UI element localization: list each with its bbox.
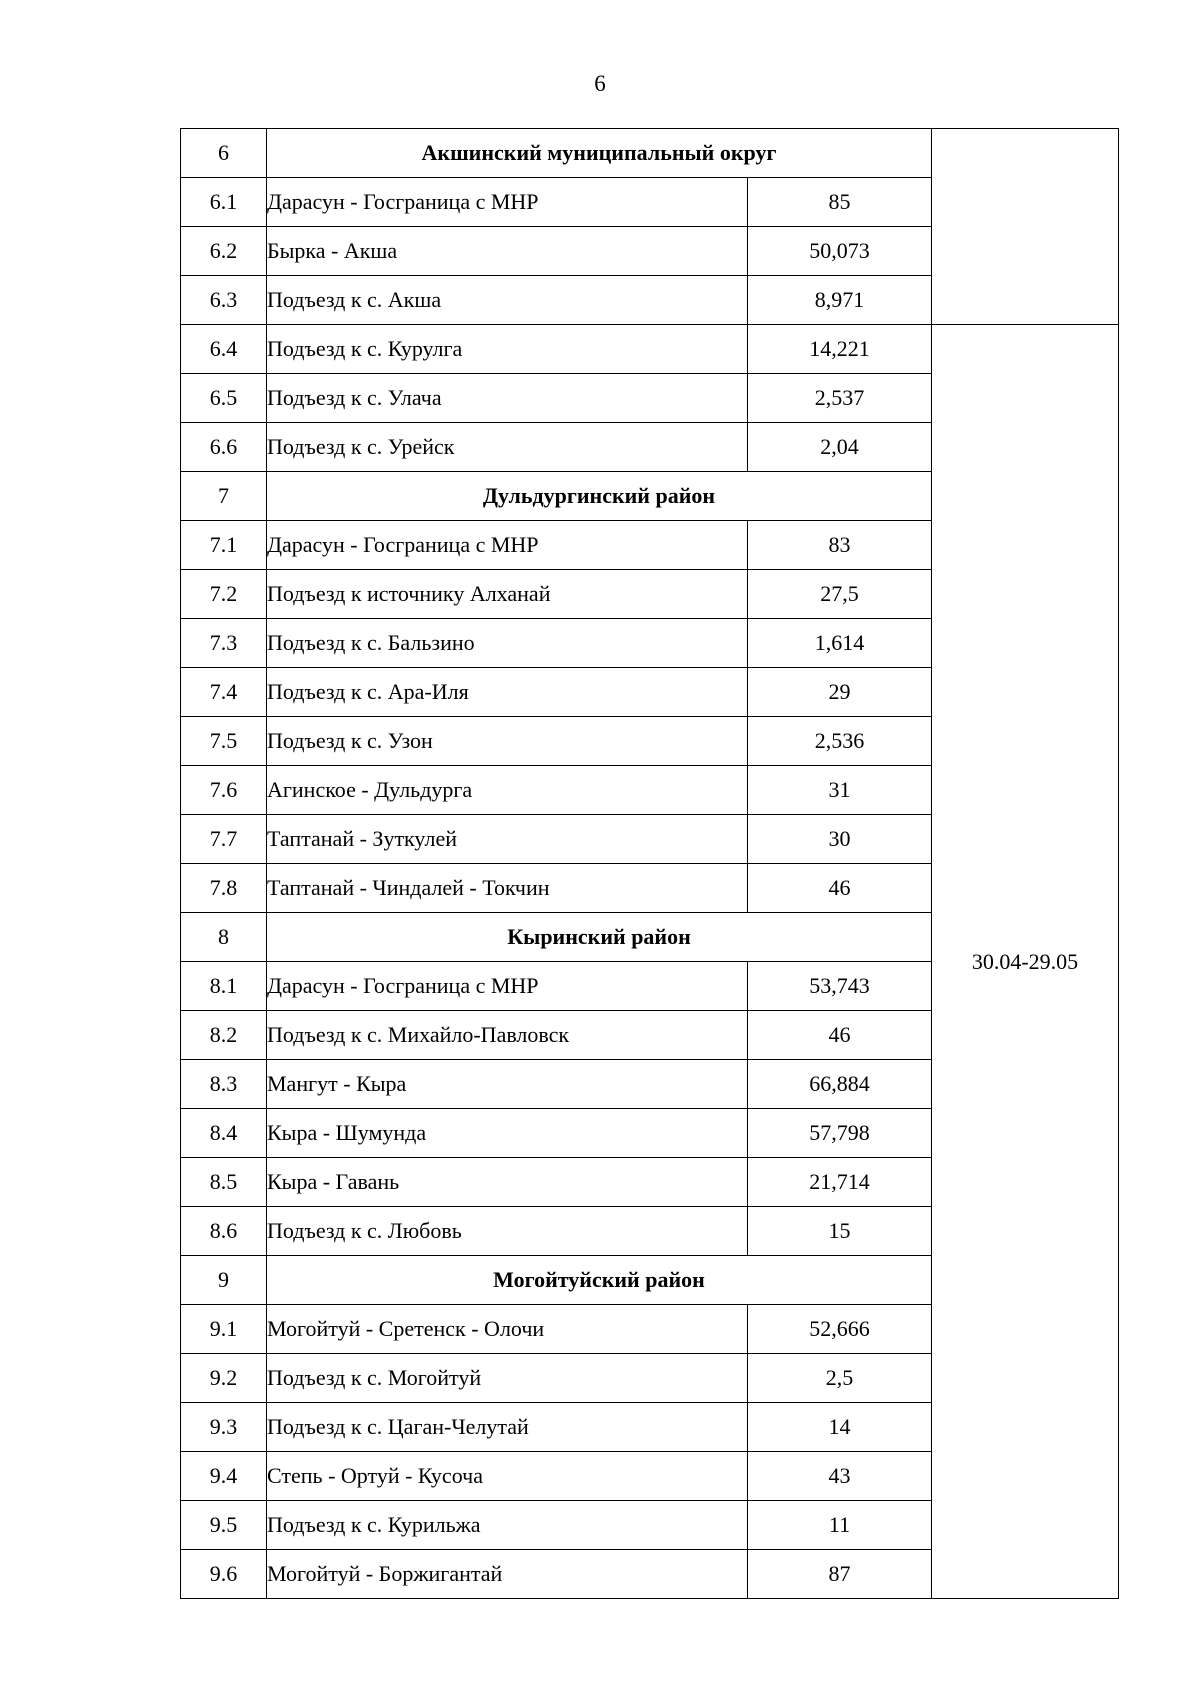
- row-number: 9.3: [181, 1403, 267, 1452]
- row-number: 8.2: [181, 1011, 267, 1060]
- row-number: 6.6: [181, 423, 267, 472]
- road-length: 66,884: [748, 1060, 932, 1109]
- road-name: Таптанай - Зуткулей: [267, 815, 748, 864]
- section-title: Акшинский муниципальный округ: [267, 129, 932, 178]
- road-name: Подъезд к с. Акша: [267, 276, 748, 325]
- row-number: 7.4: [181, 668, 267, 717]
- road-length: 57,798: [748, 1109, 932, 1158]
- road-length: 85: [748, 178, 932, 227]
- road-name: Бырка - Акша: [267, 227, 748, 276]
- road-length: 14,221: [748, 325, 932, 374]
- row-number: 7.8: [181, 864, 267, 913]
- section-number: 6: [181, 129, 267, 178]
- section-title: Кыринский район: [267, 913, 932, 962]
- road-name: Дарасун - Госграница с МНР: [267, 178, 748, 227]
- row-number: 9.4: [181, 1452, 267, 1501]
- row-number: 6.4: [181, 325, 267, 374]
- section-title: Дульдургинский район: [267, 472, 932, 521]
- section-number: 9: [181, 1256, 267, 1305]
- row-number: 8.6: [181, 1207, 267, 1256]
- road-length: 1,614: [748, 619, 932, 668]
- road-length: 2,5: [748, 1354, 932, 1403]
- section-number: 7: [181, 472, 267, 521]
- road-length: 43: [748, 1452, 932, 1501]
- road-length: 14: [748, 1403, 932, 1452]
- row-number: 8.4: [181, 1109, 267, 1158]
- road-name: Подъезд к с. Михайло-Павловск: [267, 1011, 748, 1060]
- row-number: 8.1: [181, 962, 267, 1011]
- road-name: Подъезд к с. Улача: [267, 374, 748, 423]
- road-name: Дарасун - Госграница с МНР: [267, 521, 748, 570]
- road-name: Степь - Ортуй - Кусоча: [267, 1452, 748, 1501]
- road-name: Мангут - Кыра: [267, 1060, 748, 1109]
- row-number: 9.1: [181, 1305, 267, 1354]
- road-name: Дарасун - Госграница с МНР: [267, 962, 748, 1011]
- road-length: 83: [748, 521, 932, 570]
- road-name: Могойтуй - Сретенск - Олочи: [267, 1305, 748, 1354]
- road-name: Подъезд к с. Курулга: [267, 325, 748, 374]
- road-name: Могойтуй - Боржигантай: [267, 1550, 748, 1599]
- roads-table: [180, 128, 1119, 1599]
- row-number: 6.5: [181, 374, 267, 423]
- road-name: Подъезд к с. Ара-Иля: [267, 668, 748, 717]
- road-length: 21,714: [748, 1158, 932, 1207]
- road-length: 30: [748, 815, 932, 864]
- road-length: 50,073: [748, 227, 932, 276]
- row-number: 6.2: [181, 227, 267, 276]
- row-number: 9.5: [181, 1501, 267, 1550]
- section-number: 8: [181, 913, 267, 962]
- row-number: 8.3: [181, 1060, 267, 1109]
- road-name: Подъезд к с. Бальзино: [267, 619, 748, 668]
- road-name: Подъезд к источнику Алханай: [267, 570, 748, 619]
- road-length: 31: [748, 766, 932, 815]
- section-title: Могойтуйский район: [267, 1256, 932, 1305]
- period-cell: 30.04-29.05: [932, 325, 1119, 1599]
- row-number: 9.2: [181, 1354, 267, 1403]
- road-length: 2,537: [748, 374, 932, 423]
- road-name: Агинское - Дульдурга: [267, 766, 748, 815]
- table-row: [181, 325, 1119, 374]
- row-number: 7.7: [181, 815, 267, 864]
- road-length: 2,04: [748, 423, 932, 472]
- road-length: 8,971: [748, 276, 932, 325]
- road-length: 46: [748, 1011, 932, 1060]
- road-name: Подъезд к с. Любовь: [267, 1207, 748, 1256]
- road-length: 87: [748, 1550, 932, 1599]
- row-number: 9.6: [181, 1550, 267, 1599]
- road-length: 15: [748, 1207, 932, 1256]
- page-number: 6: [594, 71, 606, 96]
- period-cell-upper: [932, 129, 1119, 325]
- row-number: 7.3: [181, 619, 267, 668]
- road-length: 11: [748, 1501, 932, 1550]
- road-name: Подъезд к с. Могойтуй: [267, 1354, 748, 1403]
- row-number: 7.2: [181, 570, 267, 619]
- road-length: 27,5: [748, 570, 932, 619]
- road-name: Кыра - Гавань: [267, 1158, 748, 1207]
- row-number: 6.3: [181, 276, 267, 325]
- road-name: Подъезд к с. Узон: [267, 717, 748, 766]
- road-name: Подъезд к с. Цаган-Челутай: [267, 1403, 748, 1452]
- row-number: 8.5: [181, 1158, 267, 1207]
- road-length: 53,743: [748, 962, 932, 1011]
- row-number: 7.1: [181, 521, 267, 570]
- row-number: 7.5: [181, 717, 267, 766]
- road-name: Подъезд к с. Курильжа: [267, 1501, 748, 1550]
- road-name: Кыра - Шумунда: [267, 1109, 748, 1158]
- section-header-row: [181, 129, 1119, 178]
- row-number: 6.1: [181, 178, 267, 227]
- road-length: 29: [748, 668, 932, 717]
- road-name: Таптанай - Чиндалей - Токчин: [267, 864, 748, 913]
- road-length: 2,536: [748, 717, 932, 766]
- road-length: 46: [748, 864, 932, 913]
- road-name: Подъезд к с. Урейск: [267, 423, 748, 472]
- road-length: 52,666: [748, 1305, 932, 1354]
- row-number: 7.6: [181, 766, 267, 815]
